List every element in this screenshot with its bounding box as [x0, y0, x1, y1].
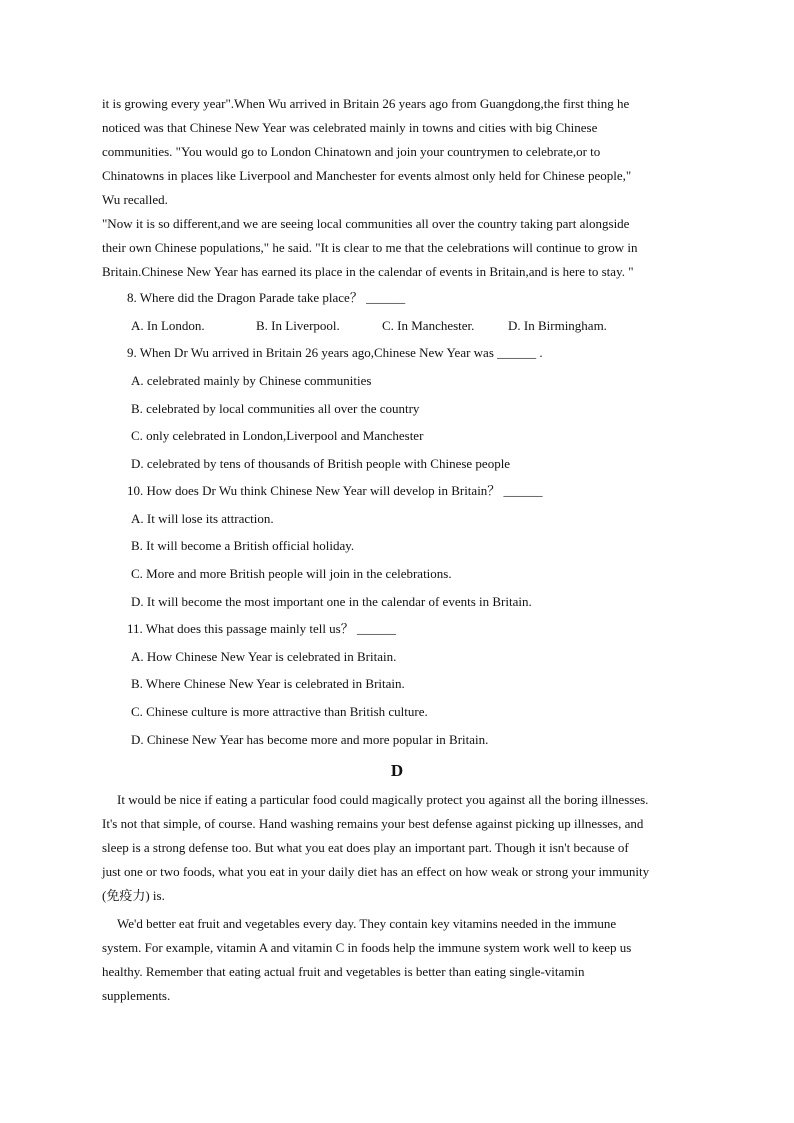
- question-9-stem: 9. When Dr Wu arrived in Britain 26 years ago,Chinese New Year was ______ .: [127, 345, 543, 360]
- question-9-option-c: C. only celebrated in London,Liverpool and Manchester: [131, 428, 424, 443]
- passage-line: Chinatowns in places like Liverpool and Manchester for events almost only held for Chinese people,": [102, 168, 632, 183]
- question-8-option-a: A. In London.: [131, 318, 205, 333]
- section-d-paragraph-1-line: It's not that simple, of course. Hand washing remains your best defense against picking up illnesses, and: [102, 816, 644, 831]
- passage-line: Britain.Chinese New Year has earned its place in the calendar of events in Britain,and is here to stay. ": [102, 264, 634, 279]
- question-11-option-c: C. Chinese culture is more attractive than British culture.: [131, 704, 428, 719]
- question-11-stem: 11. What does this passage mainly tell us？ ______: [127, 621, 396, 636]
- question-10-option-b: B. It will become a British official holiday.: [131, 538, 355, 553]
- section-d-paragraph-1-line: (免疫力) is.: [102, 888, 165, 903]
- question-11-option-b: B. Where Chinese New Year is celebrated in Britain.: [131, 676, 405, 691]
- question-11-option-a: A. How Chinese New Year is celebrated in Britain.: [131, 649, 397, 664]
- question-8-option-c: C. In Manchester.: [382, 318, 475, 333]
- question-9-option-b: B. celebrated by local communities all over the country: [131, 401, 420, 416]
- question-8-option-d: D. In Birmingham.: [508, 318, 607, 333]
- question-9-option-a: A. celebrated mainly by Chinese communities: [131, 373, 372, 388]
- section-d-paragraph-1-line: sleep is a strong defense too. But what you eat does play an important part. Though it isn't because of: [102, 840, 629, 855]
- section-d-paragraph-2-line: We'd better eat fruit and vegetables every day. They contain key vitamins needed in the immune: [117, 916, 617, 931]
- passage-line: "Now it is so different,and we are seeing local communities all over the country taking part alongside: [102, 216, 630, 231]
- section-d-paragraph-1-line: just one or two foods, what you eat in your daily diet has an effect on how weak or strong your immunity: [102, 864, 650, 879]
- passage-line: their own Chinese populations," he said. "It is clear to me that the celebrations will continue to grow in: [102, 240, 638, 255]
- question-10-option-a: A. It will lose its attraction.: [131, 511, 274, 526]
- question-8-stem: 8. Where did the Dragon Parade take place？ ______: [127, 290, 406, 305]
- section-d-paragraph-2-line: healthy. Remember that eating actual fruit and vegetables is better than eating single-vitamin: [102, 964, 585, 979]
- passage-line: Wu recalled.: [102, 192, 168, 207]
- question-11-option-d: D. Chinese New Year has become more and more popular in Britain.: [131, 732, 489, 747]
- question-8-option-b: B. In Liverpool.: [256, 318, 340, 333]
- question-9-option-d: D. celebrated by tens of thousands of British people with Chinese people: [131, 456, 511, 471]
- passage-line: it is growing every year".When Wu arrived in Britain 26 years ago from Guangdong,the first thing he: [102, 96, 630, 111]
- section-d-heading: D: [390, 761, 404, 780]
- section-d-paragraph-2-line: supplements.: [102, 988, 171, 1003]
- section-d-paragraph-1-line: It would be nice if eating a particular food could magically protect you against all the boring illnesses.: [117, 792, 649, 807]
- passage-line: noticed was that Chinese New Year was celebrated mainly in towns and cities with big Chinese: [102, 120, 598, 135]
- section-d-paragraph-2-line: system. For example, vitamin A and vitamin C in foods help the immune system work well to keep us: [102, 940, 632, 955]
- question-10-option-d: D. It will become the most important one in the calendar of events in Britain.: [131, 594, 532, 609]
- passage-line: communities. "You would go to London Chinatown and join your countrymen to celebrate,or to: [102, 144, 601, 159]
- question-10-option-c: C. More and more British people will join in the celebrations.: [131, 566, 452, 581]
- question-10-stem: 10. How does Dr Wu think Chinese New Year will develop in Britain？ ______: [127, 483, 543, 498]
